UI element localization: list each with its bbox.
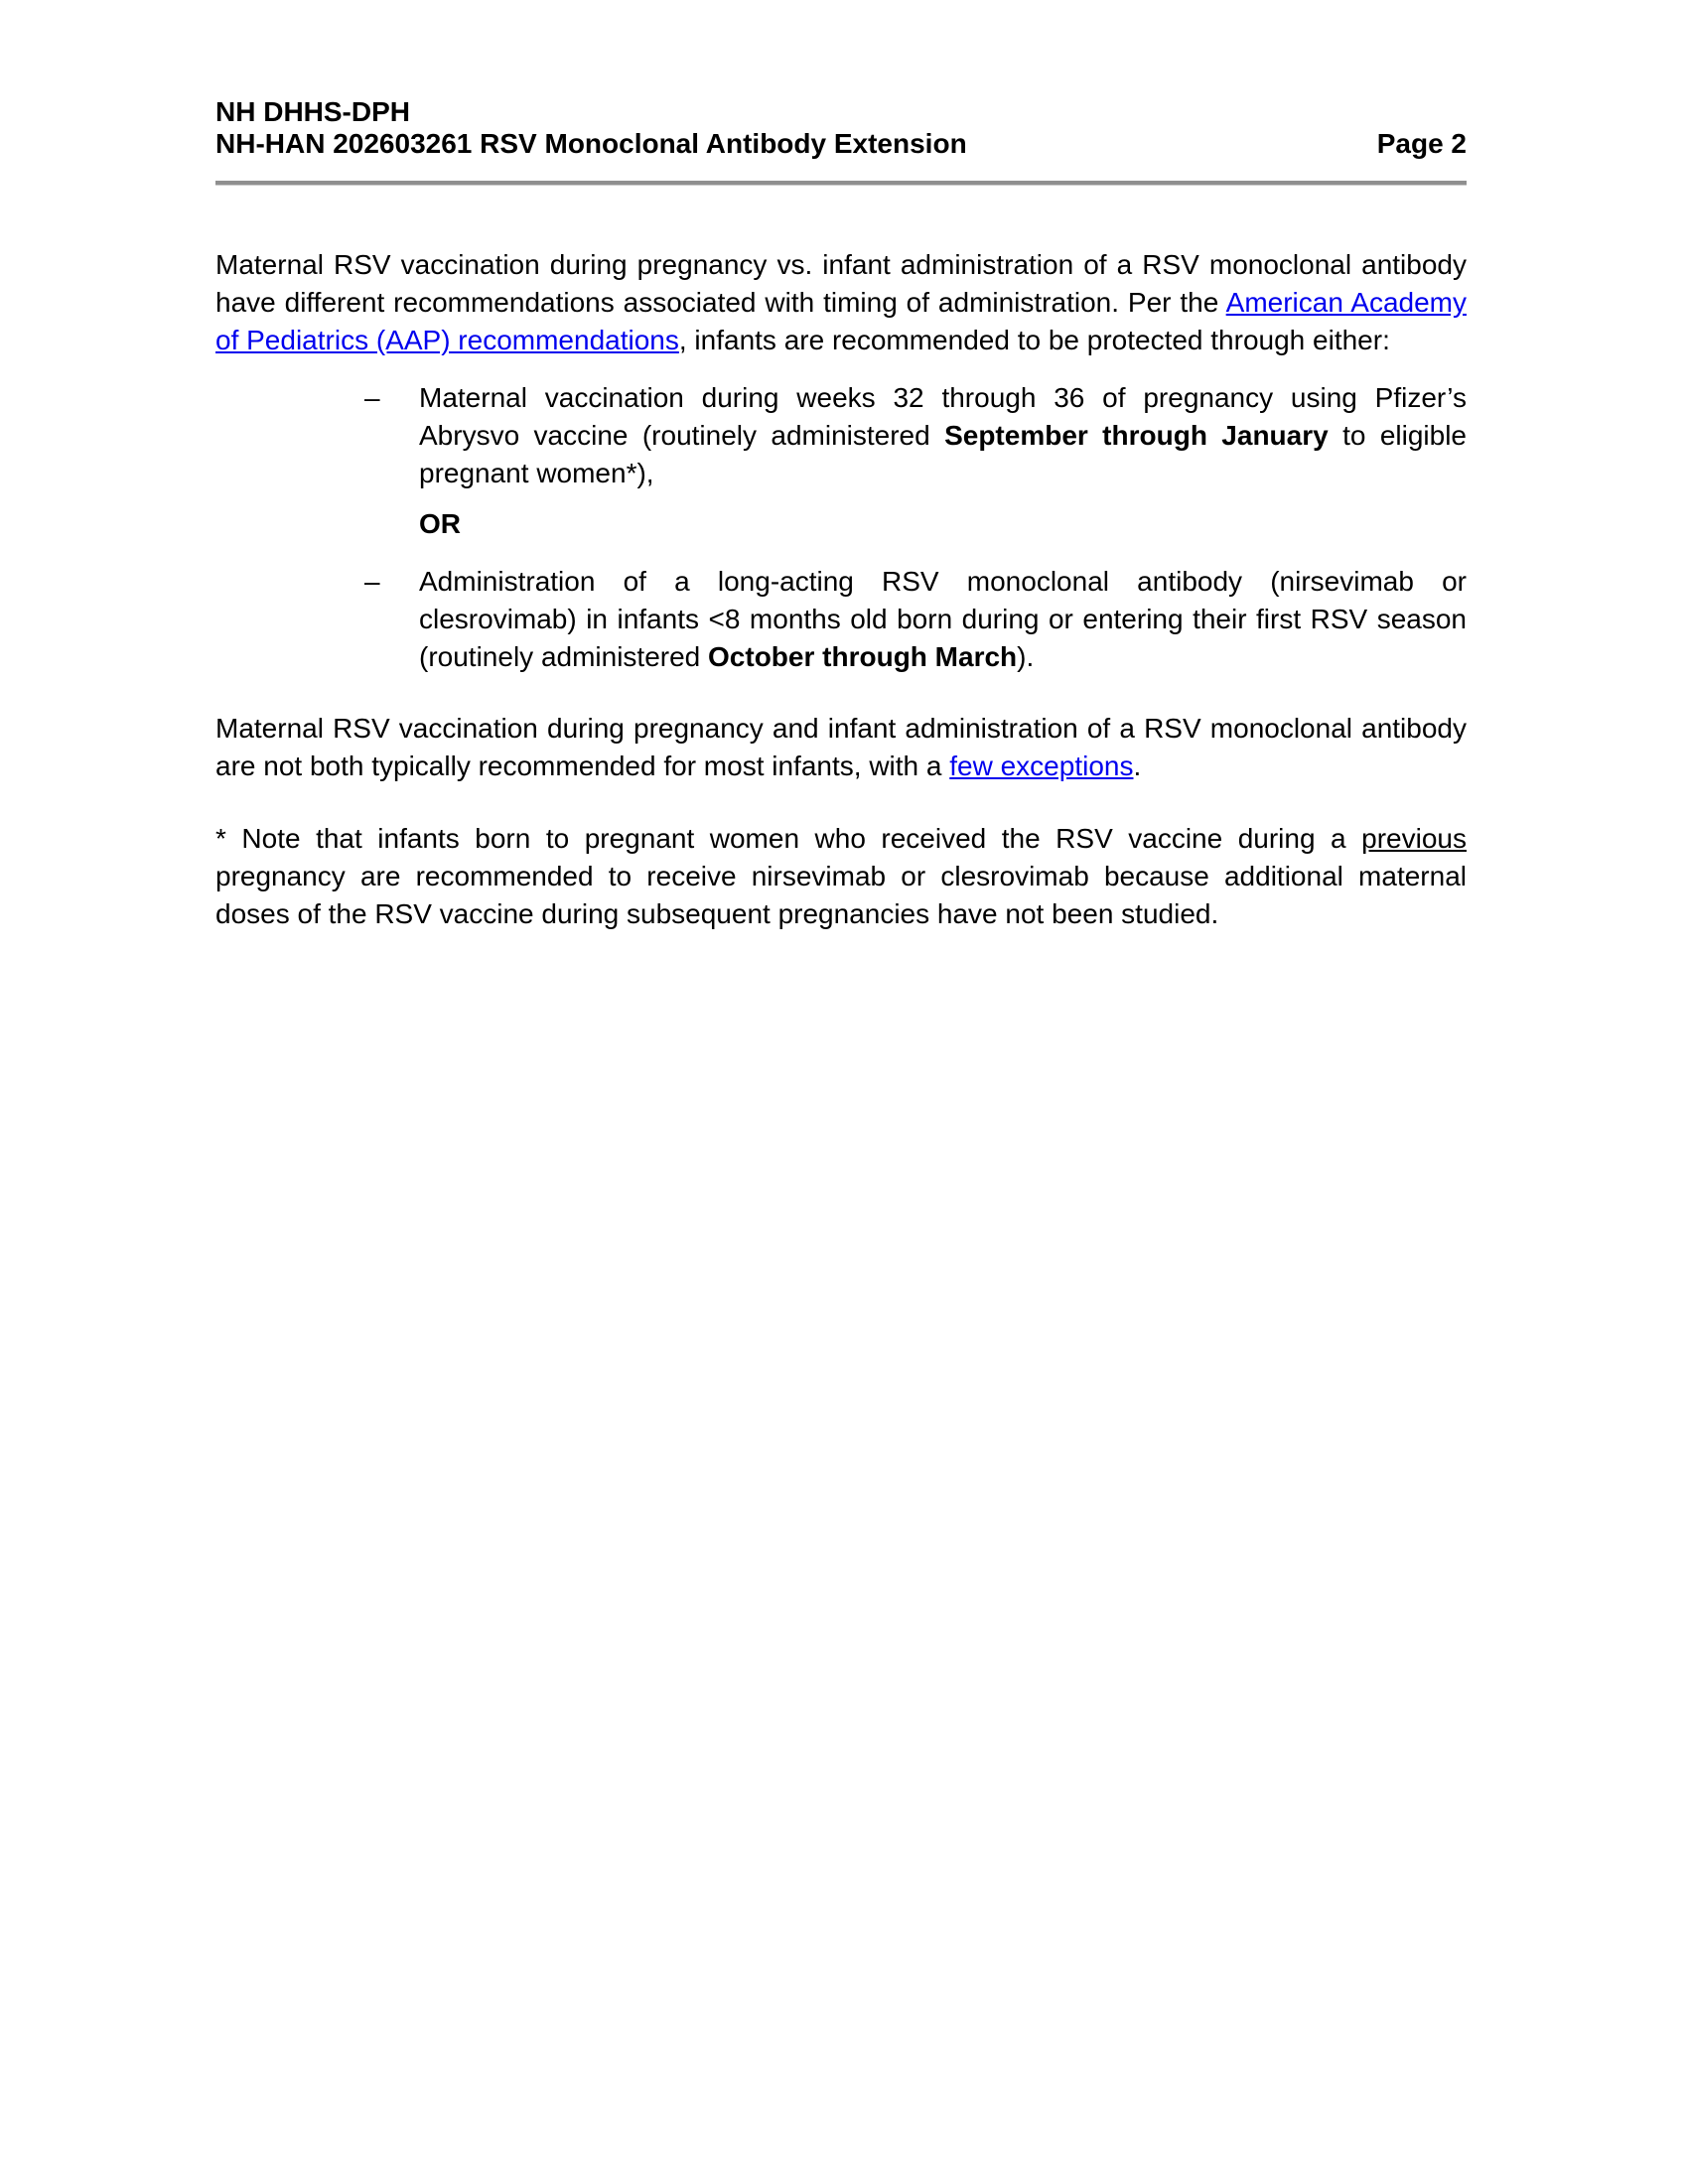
footnote-paragraph	[215, 820, 1467, 933]
text-segment-bold: October through March	[708, 641, 1018, 672]
text-segment-underline: previous	[1361, 823, 1467, 854]
header-title-row	[215, 128, 1467, 160]
or-label: OR	[419, 508, 461, 539]
text-segment-bold: September through January	[944, 420, 1329, 451]
page-content	[215, 0, 1467, 933]
aap-recommendations-link[interactable]: American Academy of Pediatrics (AAP) recommendations	[215, 287, 1467, 355]
header-divider	[215, 181, 1467, 186]
bullet-monoclonal-antibody	[215, 563, 1467, 676]
text-segment-plain: , infants are recommended to be protected through either:	[678, 325, 1390, 355]
bullet-monoclonal-antibody-text	[419, 563, 1467, 676]
bullet-maternal-vaccination	[215, 379, 1467, 492]
text-segment-plain: pregnancy are recommended to receive nirsevimab or clesrovimab because additional maternal doses of the RSV vaccine during subsequent pregnancies have not been studied.	[215, 861, 1467, 929]
bullet-dash-icon: –	[364, 382, 380, 413]
summary-paragraph	[215, 710, 1467, 785]
text-segment-plain: .	[1133, 751, 1142, 781]
few-exceptions-link[interactable]: few exceptions	[949, 751, 1134, 781]
header-org-line: NH DHHS-DPH	[215, 96, 410, 127]
text-segment-plain: Administration of a long-acting RSV monoclonal antibody (nirsevimab or clesrovimab) in infants <8 months old born during or entering their first RSV season (routinely administered	[419, 566, 1467, 672]
intro-paragraph	[215, 246, 1467, 359]
bullet-maternal-vaccination-text	[419, 379, 1467, 492]
page-number: Page 2	[1376, 128, 1467, 159]
text-segment-plain: ).	[1017, 641, 1035, 672]
header-doc-title: NH-HAN 202603261 RSV Monoclonal Antibody Extension	[215, 128, 967, 159]
text-segment-plain: Maternal RSV vaccination during pregnancy and infant administration of a RSV monoclonal antibody are not both typically recommended for most infants, with a	[215, 713, 1467, 781]
text-segment-plain: to eligible pregnant women*),	[419, 420, 1467, 488]
text-segment-plain: Maternal vaccination during weeks 32 through 36 of pregnancy using Pfizer’s Abrysvo vaccine (routinely administered	[419, 382, 1467, 451]
page-header	[215, 96, 1467, 160]
bullet-dash-icon: –	[364, 566, 380, 597]
text-segment-plain: * Note that infants born to pregnant women who received the RSV vaccine during a	[215, 823, 1362, 854]
text-segment-plain: Maternal RSV vaccination during pregnancy vs. infant administration of a RSV monoclonal antibody have different recommendations associated with timing of administration. Per the	[215, 249, 1467, 318]
